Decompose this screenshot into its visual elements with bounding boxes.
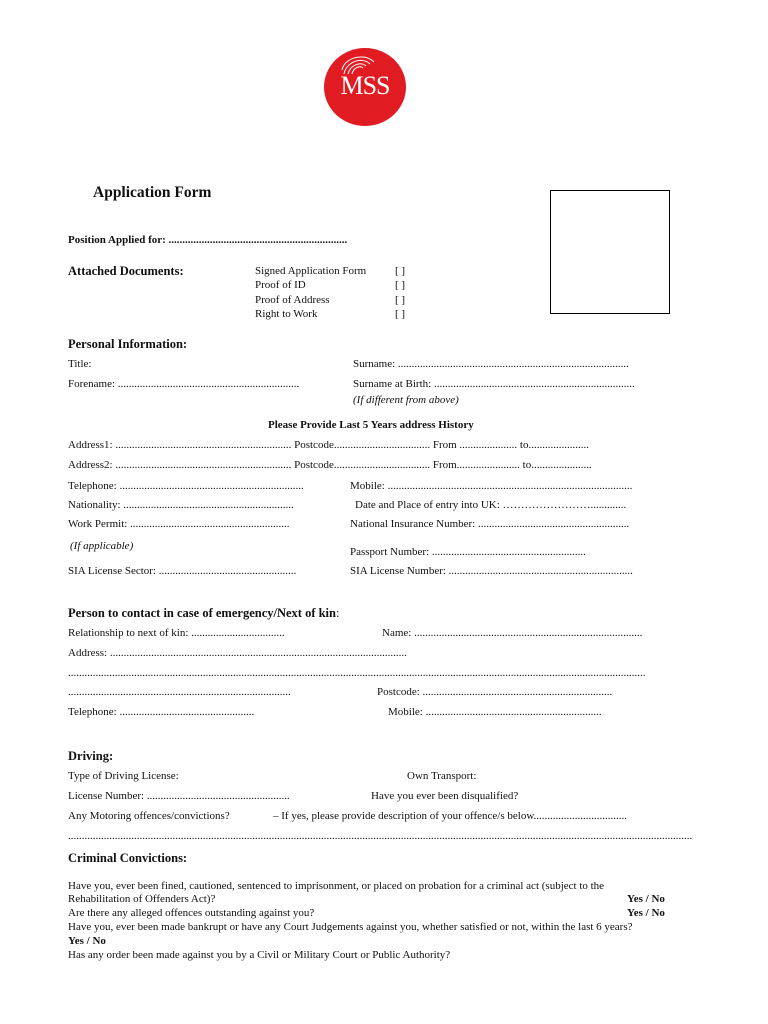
position-applied-field[interactable]: Position Applied for: ................................................................. [68,234,348,246]
address1-field[interactable]: Address1: ................................................................ Postcode................................... From ..................... to...................... [68,439,589,451]
mobile-field[interactable]: Mobile: ......................................................................................... [350,480,633,492]
if-different-note: (If different from above) [353,394,459,406]
license-number-field[interactable]: License Number: .................................................... [68,790,290,802]
emergency-heading [68,606,339,621]
attached-checkbox[interactable]: [ ] [395,279,406,291]
disqualified-question: Have you ever been disqualified? [371,790,519,802]
attached-checkbox[interactable]: [ ] [395,308,406,320]
attached-item-label: Proof of ID [255,279,306,291]
yes-no-answer[interactable]: Yes / No [627,893,665,905]
entry-uk-field[interactable]: Date and Place of entry into UK: ……………………............. [355,499,627,511]
kin-telephone-field[interactable]: Telephone: ................................................. [68,706,255,718]
kin-name-field[interactable]: Name: ................................................................................... [382,627,643,639]
attached-documents-heading: Attached Documents: [68,264,184,278]
kin-postcode-field[interactable]: Postcode: ..................................................................... [377,686,613,698]
mss-logo [324,48,406,126]
address2-field[interactable]: Address2: ................................................................ Postcode................................... From....................... to...................... [68,459,592,471]
kin-mobile-field[interactable]: Mobile: ................................................................ [388,706,602,718]
attached-checkbox[interactable]: [ ] [395,265,406,277]
driving-heading: Driving: [68,749,114,763]
criminal-question-1-cont: Rehabilitation of Offenders Act)? [68,893,216,905]
surname-at-birth-field[interactable]: Surname at Birth: ......................................................................... [353,378,635,390]
kin-address-line-2[interactable]: ................................................................................. [68,686,291,698]
offence-description-field[interactable]: – If yes, please provide description of your offence/s below.................................. [273,810,628,822]
attached-item-label: Right to Work [255,308,318,320]
attached-checkbox[interactable]: [ ] [395,294,406,306]
kin-address-line[interactable]: .................................................................................................................................................................................................................. [68,667,646,679]
emergency-heading-colon: : [336,606,340,620]
own-transport-field[interactable]: Own Transport: [407,770,477,782]
forename-field[interactable]: Forename: .................................................................. [68,378,300,390]
sia-number-field[interactable]: SIA License Number: ................................................................... [350,565,633,577]
sia-sector-field[interactable]: SIA License Sector: .................................................. [68,565,297,577]
attached-item-label: Signed Application Form [255,265,367,277]
photo-box [550,190,670,314]
yes-no-answer[interactable]: Yes / No [627,907,665,919]
relationship-field[interactable]: Relationship to next of kin: .................................. [68,627,285,639]
criminal-question-1: Have you, ever been fined, cautioned, sentenced to imprisonment, or placed on probation for a criminal act (subject to the [68,880,605,892]
form-title: Application Form [93,184,212,201]
address-history-heading: Please Provide Last 5 Years address History [268,419,474,431]
emergency-heading-text: Person to contact in case of emergency/Next of kin [68,606,336,620]
personal-info-heading: Personal Information: [68,337,188,351]
license-type-field[interactable]: Type of Driving License: [68,770,179,782]
surname-field[interactable]: Surname: .................................................................................... [353,358,629,370]
telephone-field[interactable]: Telephone: ................................................................... [68,480,304,492]
passport-field[interactable]: Passport Number: ........................................................ [350,546,586,558]
logo-text: MSS [340,71,390,100]
work-permit-field[interactable]: Work Permit: .......................................................... [68,518,290,530]
attached-item-label: Proof of Address [255,294,330,306]
yes-no-answer[interactable]: Yes / No [68,935,106,947]
criminal-heading: Criminal Convictions: [68,851,188,865]
title-field[interactable]: Title: [68,358,92,370]
ni-number-field[interactable]: National Insurance Number: ....................................................... [350,518,630,530]
criminal-question-3: Have you, ever been made bankrupt or have any Court Judgements against you, whether satisfied or not, within the last 6 years? [68,921,633,933]
if-applicable-note: (If applicable) [70,540,134,552]
offence-description-line[interactable]: ................................................................................................................................................................................................................................... [68,830,693,842]
nationality-field[interactable]: Nationality: .............................................................. [68,499,294,511]
criminal-question-4: Has any order been made against you by a Civil or Military Court or Public Authority? [68,949,451,961]
kin-address-field[interactable]: Address: ............................................................................................................ [68,647,407,659]
motoring-offences-question: Any Motoring offences/convictions? [68,810,230,822]
criminal-question-2: Are there any alleged offences outstanding against you? [68,907,315,919]
